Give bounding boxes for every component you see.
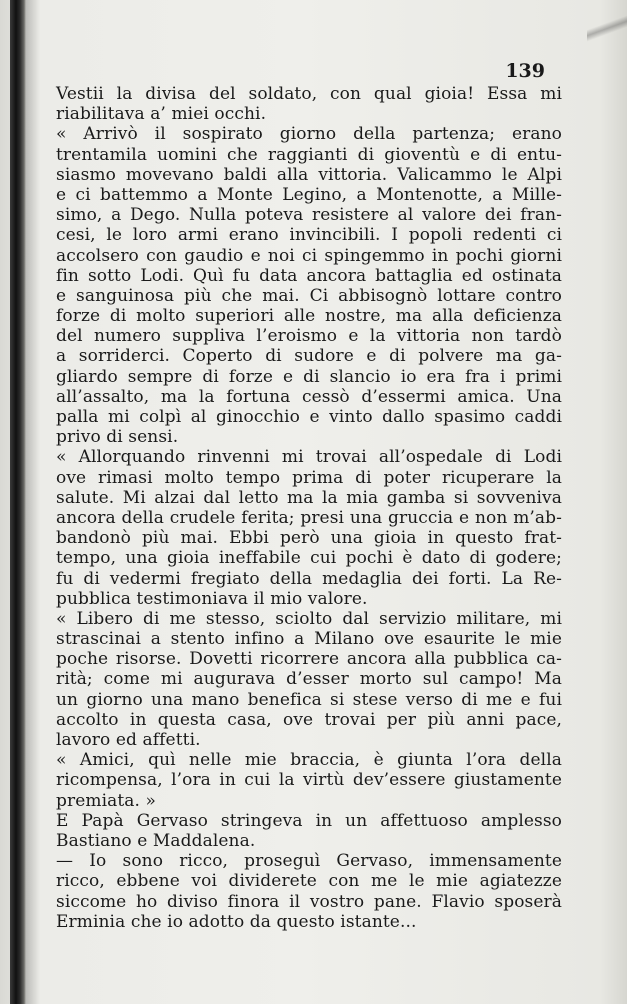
- text-line: trentamila uomini che raggianti di gioventù e di entu-: [56, 144, 562, 165]
- text-line: gliardo sempre di forze e di slancio io era fra i primi: [56, 366, 562, 387]
- text-line: e sanguinosa più che mai. Ci abbisognò lottare contro: [56, 285, 562, 306]
- text-line: tempo, una gioia ineffabile cui pochi è dato di godere;: [56, 548, 562, 569]
- text-line: ancora della crudele ferita; presi una gruccia e non m’ab-: [56, 507, 562, 528]
- text-line: Erminia che io adotto da questo istante...: [56, 911, 417, 932]
- text-line: « Arrivò il sospirato giorno della partenza; erano: [56, 124, 562, 145]
- text-line: del numero suppliva l’eroismo e la vittoria non tardò: [56, 326, 562, 347]
- text-line: a sorriderci. Coperto di sudore e di polvere ma ga-: [56, 346, 562, 367]
- text-line: premiata. »: [56, 790, 157, 811]
- text-line: forze di molto superiori alle nostre, ma alla deficienza: [56, 306, 562, 327]
- text-line: un giorno una mano benefica si stese verso di me e fui: [56, 689, 562, 710]
- text-line: accolto in questa casa, ove trovai per più anni pace,: [56, 709, 562, 730]
- text-line: fu di vedermi fregiato della medaglia dei forti. La Re-: [56, 568, 562, 589]
- text-line: cesi, le loro armi erano invincibili. I popoli redenti ci: [56, 225, 562, 246]
- book-spine: [10, 0, 26, 1004]
- text-line: simo, a Dego. Nulla poteva resistere al valore dei fran-: [56, 205, 562, 226]
- text-line: « Amici, quì nelle mie braccia, è giunta l’ora della: [56, 750, 562, 771]
- text-line: rità; come mi augurava d’esser morto sul campo! Ma: [56, 669, 562, 690]
- text-line: ricompensa, l’ora in cui la virtù dev’essere giustamente: [56, 770, 562, 791]
- text-line: riabilitava a’ miei occhi.: [56, 104, 267, 125]
- text-line: accolsero con gaudio e noi ci spingemmo in pochi giorni: [56, 245, 562, 266]
- text-line: fin sotto Lodi. Quì fu data ancora battaglia ed ostinata: [56, 265, 562, 286]
- text-line: siasmo movevano baldi alla vittoria. Valicammo le Alpi: [56, 164, 562, 185]
- text-line: ricco, ebbene voi dividerete con me le mie agiatezze: [56, 871, 562, 892]
- text-line: Vestii la divisa del soldato, con qual gioia! Essa mi: [56, 84, 562, 104]
- text-line: — Io sono ricco, proseguì Gervaso, immensamente: [56, 851, 562, 872]
- text-line: salute. Mi alzai dal letto ma la mia gamba si sovveniva: [56, 487, 562, 508]
- text-line: privo di sensi.: [56, 427, 179, 448]
- spine-shadow: [26, 0, 40, 1004]
- text-line: all’assalto, ma la fortuna cessò d’essermi amica. Una: [56, 386, 562, 407]
- text-line: strascinai a stento infino a Milano ove esaurite le mie: [56, 629, 562, 650]
- page-corner-fold: [587, 0, 627, 60]
- text-line: e ci battemmo a Monte Legino, a Montenotte, a Mille-: [56, 184, 562, 205]
- text-line: bandonò più mai. Ebbi però una gioia in questo frat-: [56, 528, 562, 549]
- text-line: lavoro ed affetti.: [56, 730, 201, 750]
- text-line: « Allorquando rinvenni mi trovai all’ospedale di Lodi: [56, 447, 562, 468]
- text-line: palla mi colpì al ginocchio e vinto dallo spasimo caddi: [56, 407, 562, 427]
- text-line: « Libero di me stesso, sciolto dal servizio militare, mi: [56, 608, 562, 629]
- text-line: E Papà Gervaso stringeva in un affettuoso amplesso: [56, 810, 562, 831]
- text-line: pubblica testimoniava il mio valore.: [56, 588, 368, 609]
- body-text: [56, 84, 562, 932]
- page-number: 139: [505, 60, 545, 82]
- text-line: Bastiano e Maddalena.: [56, 830, 256, 851]
- text-line: poche risorse. Dovetti ricorrere ancora alla pubblica ca-: [56, 649, 562, 670]
- text-line: ove rimasi molto tempo prima di poter ricuperare la: [56, 467, 562, 488]
- text-line: siccome ho diviso finora il vostro pane. Flavio sposerà: [56, 891, 562, 912]
